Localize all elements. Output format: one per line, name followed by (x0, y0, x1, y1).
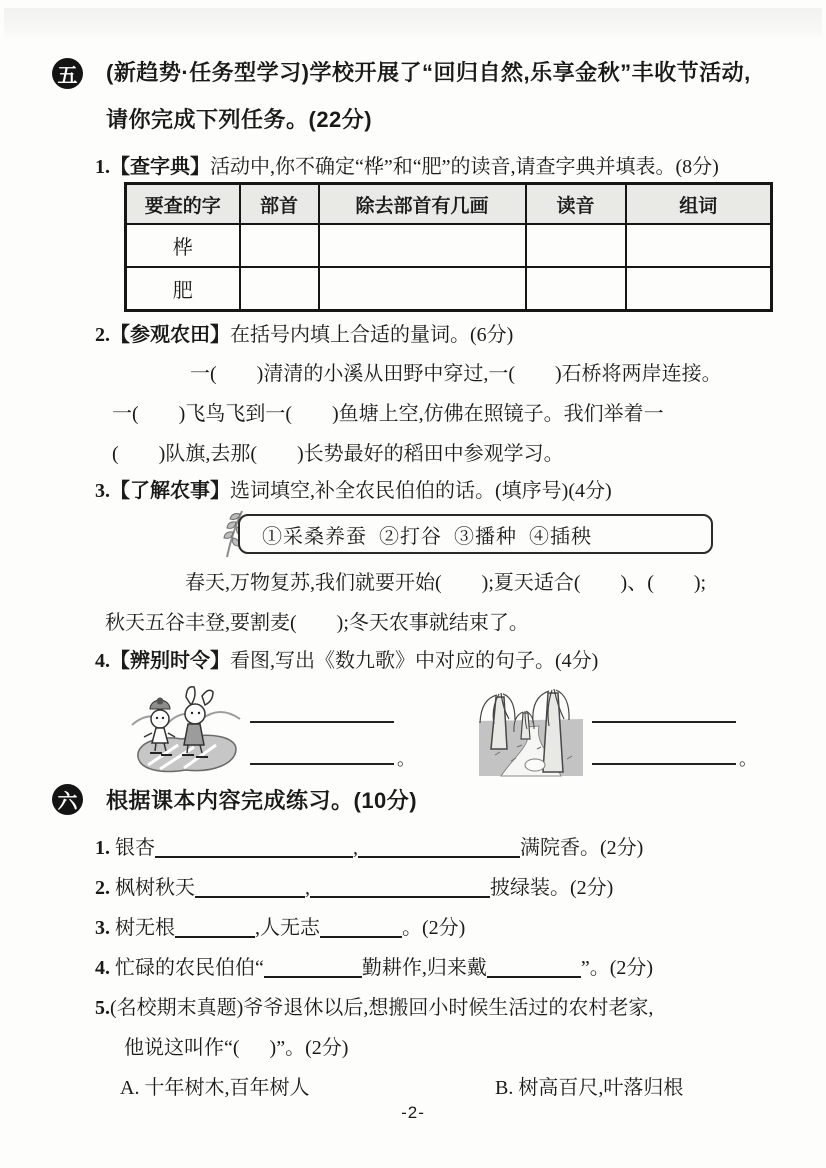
item-2-number: 2. (95, 877, 110, 899)
ice-skating-illustration (128, 681, 244, 779)
section-six-badge (52, 784, 83, 815)
blank-line (320, 918, 402, 938)
table-header-pronunciation: 读音 (526, 184, 626, 225)
item-5-number: 5. (95, 997, 110, 1019)
table-header-radical: 部首 (240, 184, 319, 225)
fill-blank-item-1 (95, 831, 643, 860)
table-input-cell (319, 224, 526, 267)
item-2-post: 披绿装。(2分) (490, 877, 614, 899)
q3-tag: 【了解农事】 (110, 480, 230, 502)
table-input-cell (626, 224, 772, 267)
item-3-post: 。(2分) (402, 917, 466, 939)
fill-blank-item-5-line2 (124, 1031, 348, 1060)
dictionary-table (124, 182, 773, 312)
willow-trees-illustration (477, 679, 585, 778)
item-5-line2: 他说这叫作“( )”。(2分) (124, 1037, 349, 1059)
q4-left-period: 。 (397, 749, 415, 769)
word-bank-box (238, 514, 713, 554)
item-1-pre: 银杏 (110, 837, 155, 859)
section-five-title-line1: (新趋势·任务型学习)学校开展了“回归自然,乐享金秋”丰收节活动, (106, 60, 751, 85)
item-4-pre: 忙碌的农民伯伯“ (110, 957, 264, 979)
q3-text: 选词填空,补全农民伯伯的话。(填序号)(4分) (230, 480, 612, 502)
word-bank-options: ①采桑养蚕 ②打谷 ③播种 ④插秧 (262, 525, 592, 548)
scan-artifact-band (4, 8, 822, 40)
blank-line (175, 918, 255, 938)
item-5-line1: (名校期末真题)爷爷退休以后,想搬回小时候生活过的农村老家, (110, 997, 654, 1019)
q2-heading (95, 318, 513, 347)
item-3-mid: ,人无志 (255, 917, 320, 939)
table-input-cell (240, 267, 319, 311)
item-1-number: 1. (95, 837, 110, 859)
blank-line (358, 838, 520, 858)
item-1-mid: , (353, 837, 358, 859)
blank-line (155, 838, 353, 858)
blank-line (264, 958, 362, 978)
item-1-post: 满院香。(2分) (520, 837, 644, 859)
table-header-char: 要查的字 (126, 184, 240, 225)
table-input-cell (526, 267, 626, 311)
q4-right-period: 。 (739, 749, 757, 769)
table-header-strokes: 除去部首有几画 (319, 184, 526, 225)
fill-blank-item-3 (95, 911, 465, 940)
blank-line (195, 878, 305, 898)
q3-line-2: 秋天五谷丰登,要割麦( );冬天农事就结束了。 (105, 612, 529, 634)
item-3-pre: 树无根 (110, 917, 175, 939)
item-4-post: ”。(2分) (580, 957, 654, 979)
table-input-cell (240, 224, 319, 267)
q3-heading (95, 474, 612, 503)
q2-line-2: 一( )飞鸟飞到一( )鱼塘上空,仿佛在照镜子。我们举着一 (112, 403, 664, 425)
item-4-mid: 勤耕作,归来戴 (361, 957, 487, 979)
answer-line (592, 705, 736, 723)
q2-line-1: 一( )清清的小溪从田野中穿过,一( )石桥将两岸连接。 (190, 363, 722, 385)
section-five-title-line2: 请你完成下列任务。(22分) (106, 107, 373, 132)
section-six-badge-label: 六 (57, 791, 78, 813)
q3-line-1: 春天,万物复苏,我们就要开始( );夏天适合( )、( ); (185, 572, 707, 594)
blank-line (487, 958, 581, 978)
answer-line (592, 747, 736, 765)
fill-blank-item-2 (95, 871, 613, 900)
table-input-cell (319, 267, 526, 311)
q4-text: 看图,写出《数九歌》中对应的句子。(4分) (230, 650, 599, 672)
answer-line (250, 747, 394, 765)
fill-blank-item-5-line1 (95, 991, 653, 1020)
q1-tag: 【查字典】 (110, 156, 210, 178)
item-2-pre: 枫树秋天 (110, 877, 195, 899)
page-number: -2- (401, 1103, 425, 1122)
dictionary-table-header-row (126, 184, 772, 225)
table-cell-char: 肥 (126, 267, 240, 311)
section-six-title: 根据课本内容完成练习。(10分) (106, 788, 418, 813)
section-five-badge-label: 五 (57, 65, 78, 87)
item-2-mid: , (305, 877, 310, 899)
table-row (126, 267, 772, 311)
fill-blank-item-4 (95, 951, 653, 980)
q3-number: 3. (95, 480, 110, 502)
option-b: B. 树高百尺,叶落归根 (495, 1077, 684, 1099)
table-input-cell (526, 224, 626, 267)
q4-number: 4. (95, 650, 110, 672)
table-input-cell (626, 267, 772, 311)
table-header-word: 组词 (626, 184, 772, 225)
table-row (126, 224, 772, 267)
item-4-number: 4. (95, 957, 110, 979)
q4-tag: 【辨别时令】 (110, 650, 230, 672)
q2-tag: 【参观农田】 (110, 324, 230, 346)
q4-heading (95, 644, 598, 673)
q2-number: 2. (95, 324, 110, 346)
section-five-badge (52, 58, 83, 89)
option-a: A. 十年树木,百年树人 (120, 1077, 310, 1099)
table-cell-char: 桦 (126, 224, 240, 267)
blank-line (310, 878, 490, 898)
q1-text: 活动中,你不确定“桦”和“肥”的读音,请查字典并填表。(8分) (210, 156, 719, 178)
q2-line-3: ( )队旗,去那( )长势最好的稻田中参观学习。 (112, 443, 564, 465)
q1-heading (95, 150, 719, 179)
q2-text: 在括号内填上合适的量词。(6分) (230, 324, 514, 346)
item-3-number: 3. (95, 917, 110, 939)
q1-number: 1. (95, 156, 110, 178)
answer-line (250, 705, 394, 723)
